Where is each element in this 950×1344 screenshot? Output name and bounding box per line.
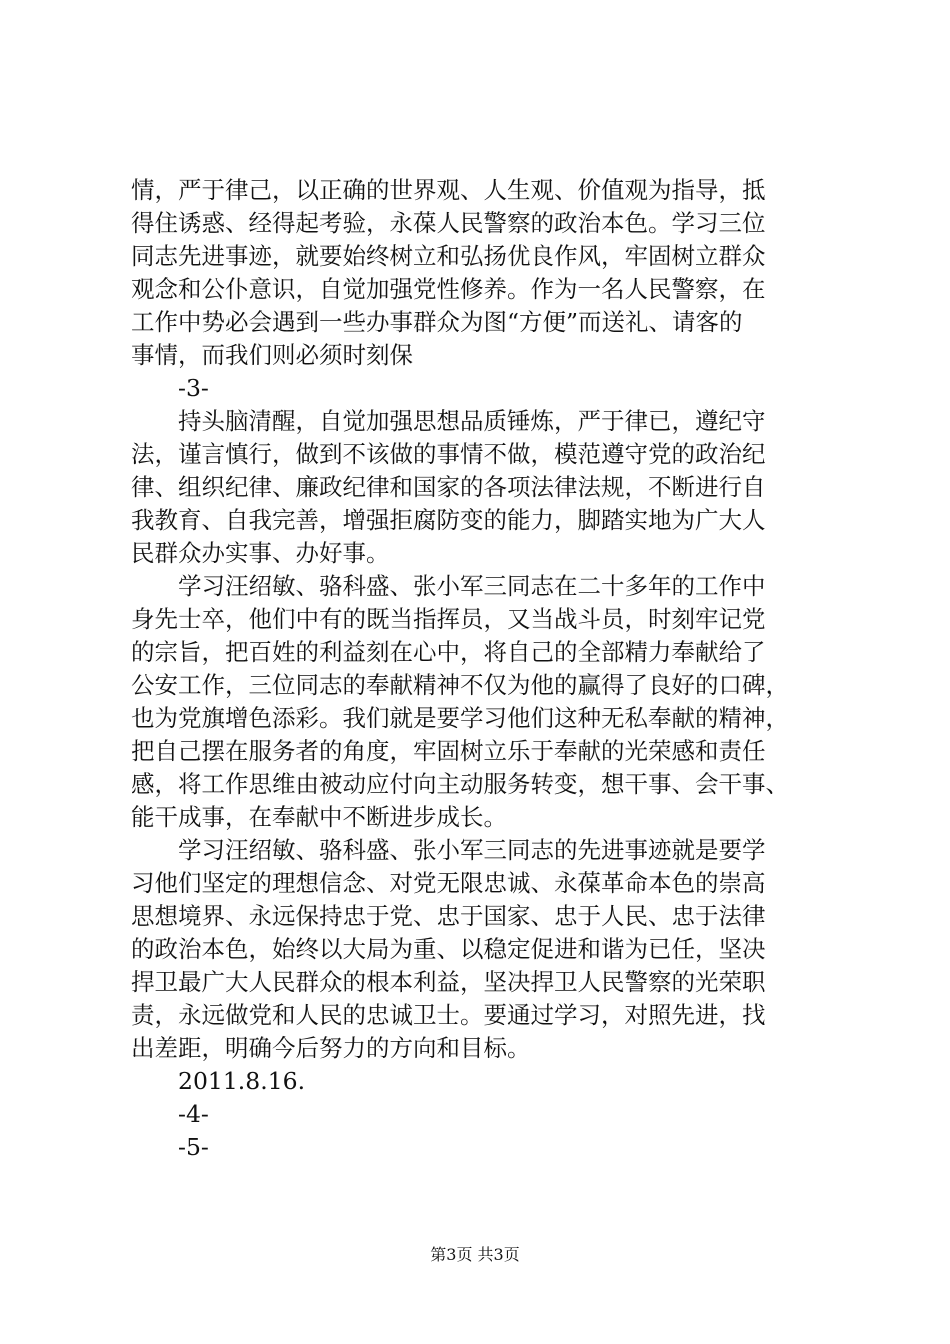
text-line: 的政治本色，始终以大局为重、以稳定促进和谐为已任，坚决: [131, 935, 766, 963]
text-line: 得住诱惑、经得起考验，永葆人民警察的政治本色。学习三位: [131, 209, 766, 237]
text-line: 法，谨言慎行，做到不该做的事情不做，模范遵守党的政治纪: [131, 440, 766, 468]
text-line: 捍卫最广大人民群众的根本利益，坚决捍卫人民警察的光荣职: [131, 968, 766, 996]
text-line: 情，严于律己，以正确的世界观、人生观、价值观为指导，抵: [131, 176, 766, 204]
text-line: 公安工作，三位同志的奉献精神不仅为他的赢得了良好的口碑，: [131, 671, 789, 699]
text-line: 身先士卒，他们中有的既当指挥员，又当战斗员，时刻牢记党: [131, 605, 766, 633]
text-line: 2011.8.16.: [178, 1067, 306, 1095]
text-line: 也为党旗增色添彩。我们就是要学习他们这种无私奉献的精神，: [131, 704, 789, 732]
text-line: -5-: [178, 1133, 209, 1161]
text-line: 的宗旨，把百姓的利益刻在心中，将自己的全部精力奉献给了: [131, 638, 766, 666]
text-line: 民群众办实事、办好事。: [131, 539, 390, 567]
text-line: 律、组织纪律、廉政纪律和国家的各项法律法规，不断进行自: [131, 473, 766, 501]
text-line: 工作中势必会遇到一些办事群众为图“方便”而送礼、请客的: [131, 308, 743, 336]
text-line: 感，将工作思维由被动应付向主动服务转变，想干事、会干事、: [131, 770, 789, 798]
document-body: [131, 174, 831, 1164]
text-line: 观念和公仆意识，自觉加强党性修养。作为一名人民警察，在: [131, 275, 766, 303]
text-line: 出差距，明确今后努力的方向和目标。: [131, 1034, 531, 1062]
text-line: 思想境界、永远保持忠于党、忠于国家、忠于人民、忠于法律: [131, 902, 766, 930]
text-line: 事情，而我们则必须时刻保: [131, 341, 413, 369]
text-line: 能干成事，在奉献中不断进步成长。: [131, 803, 507, 831]
text-line: 责，永远做党和人民的忠诚卫士。要通过学习，对照先进，找: [131, 1001, 766, 1029]
text-line: 学习汪绍敏、骆科盛、张小军三同志在二十多年的工作中: [178, 572, 766, 600]
text-line: 习他们坚定的理想信念、对党无限忠诚、永葆革命本色的崇高: [131, 869, 766, 897]
text-line: 持头脑清醒，自觉加强思想品质锤炼，严于律已，遵纪守: [178, 407, 766, 435]
text-line: 学习汪绍敏、骆科盛、张小军三同志的先进事迹就是要学: [178, 836, 766, 864]
text-line: -3-: [178, 374, 209, 402]
text-line: 我教育、自我完善，增强拒腐防变的能力，脚踏实地为广大人: [131, 506, 766, 534]
text-line: 同志先进事迹，就要始终树立和弘扬优良作风，牢固树立群众: [131, 242, 766, 270]
text-line: -4-: [178, 1100, 209, 1128]
page-footer: 第3页 共3页: [430, 1245, 520, 1264]
text-line: 把自己摆在服务者的角度，牢固树立乐于奉献的光荣感和责任: [131, 737, 766, 765]
